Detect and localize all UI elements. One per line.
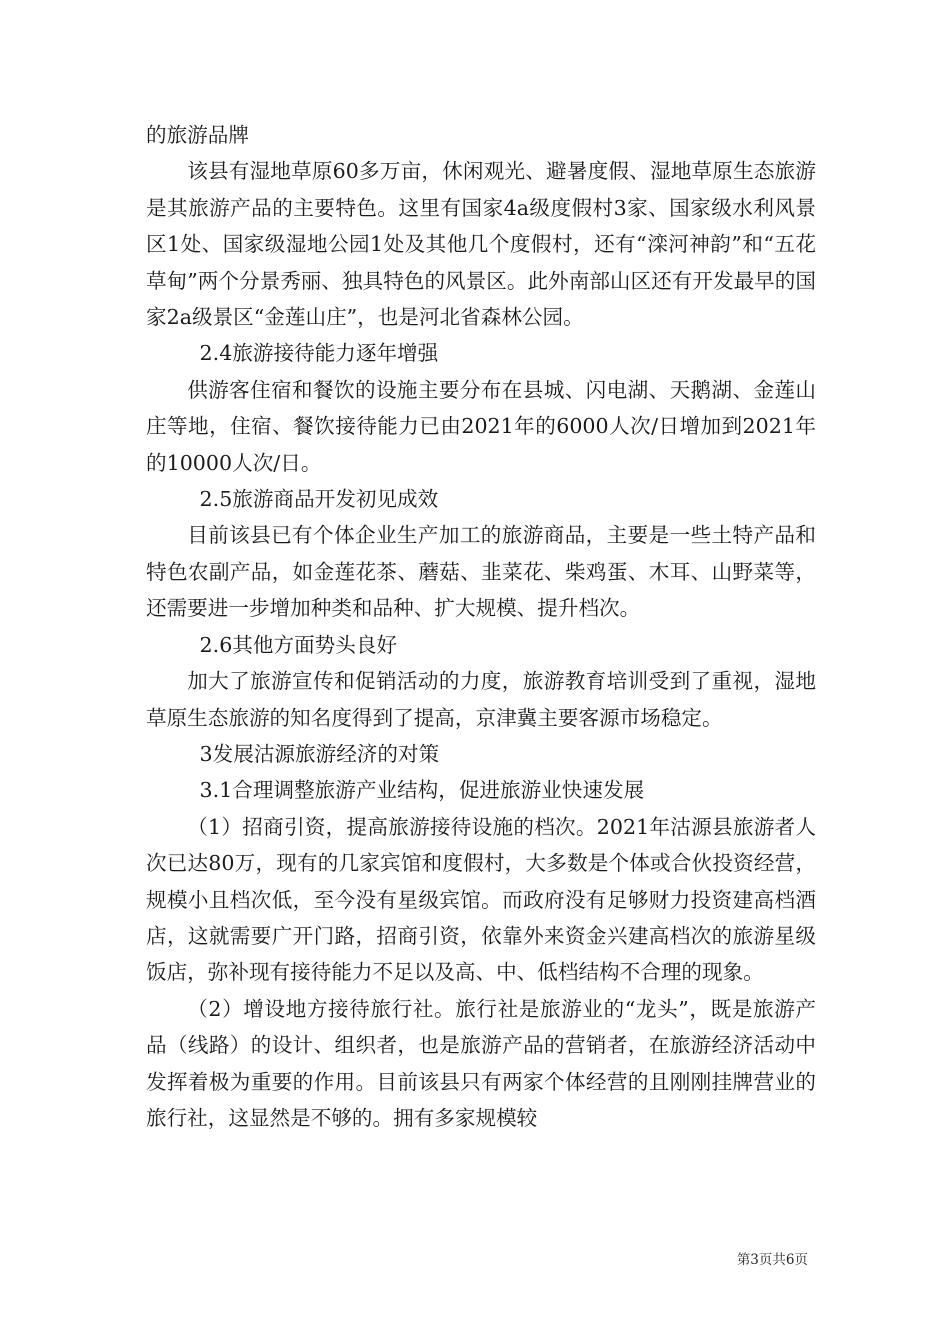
- section-heading-3: 3发展沽源旅游经济的对策: [199, 741, 440, 766]
- page-number-footer: 第3页共6页: [736, 1252, 808, 1268]
- paragraph-tourism-goods: 目前该县已有个体企业生产加工的旅游商品，主要是一些土特产品和特色农副产品，如金莲花茶、蘑菇、韭菜花、柴鸡蛋、木耳、山野菜等，还需要进一步增加种类和品种、扩大规模、提升档次。: [146, 523, 816, 621]
- section-heading-3-1: 3.1合理调整旅游产业结构，促进旅游业快速发展: [199, 778, 645, 803]
- document-body: [146, 117, 816, 1136]
- section-heading-2-6: 2.6其他方面势头良好: [199, 632, 398, 657]
- paragraph-investment: （1）招商引资，提高旅游接待设施的档次。2021年沽源县旅游者人次已达80万，现有的几家宾馆和度假村，大多数是个体或合伙投资经营，规模小且档次低，至今没有星级宾馆。而政府没有足够财力投资建高档酒店，这就需要广开门路，招商引资，依靠外来资金兴建高档次的旅游星级饭店，弥补现有接待能力不足以及高、中、低档结构不合理的现象。: [146, 814, 816, 985]
- paragraph-continuation: 的旅游品牌: [146, 123, 249, 147]
- paragraph-travel-agency: （2）增设地方接待旅行社。旅行社是旅游业的“龙头”，既是旅游产品（线路）的设计、组织者，也是旅游产品的营销者，在旅游经济活动中发挥着极为重要的作用。目前该县只有两家个体经营的且刚刚挂牌营业的旅行社，这显然是不够的。拥有多家规模较: [146, 996, 816, 1130]
- paragraph-accommodation: 供游客住宿和餐饮的设施主要分布在县城、闪电湖、天鹅湖、金莲山庄等地，住宿、餐饮接待能力已由2021年的6000人次/日增加到2021年的10000人次/日。: [146, 377, 816, 475]
- section-heading-2-4: 2.4旅游接待能力逐年增强: [199, 341, 439, 366]
- section-heading-2-5: 2.5旅游商品开发初见成效: [199, 487, 439, 512]
- paragraph-promotion: 加大了旅游宣传和促销活动的力度，旅游教育培训受到了重视，湿地草原生态旅游的知名度得到了提高，京津冀主要客源市场稳定。: [146, 669, 816, 730]
- paragraph-wetland-tourism: 该县有湿地草原60多万亩，休闲观光、避暑度假、湿地草原生态旅游是其旅游产品的主要特色。这里有国家4a级度假村3家、国家级水利风景区1处、国家级湿地公园1处及其他几个度假村，还有“滦河神韵”和“五花草甸”两个分景秀丽、独具特色的风景区。此外南部山区还有开发最早的国家2a级景区“金莲山庄”，也是河北省森林公园。: [146, 159, 816, 330]
